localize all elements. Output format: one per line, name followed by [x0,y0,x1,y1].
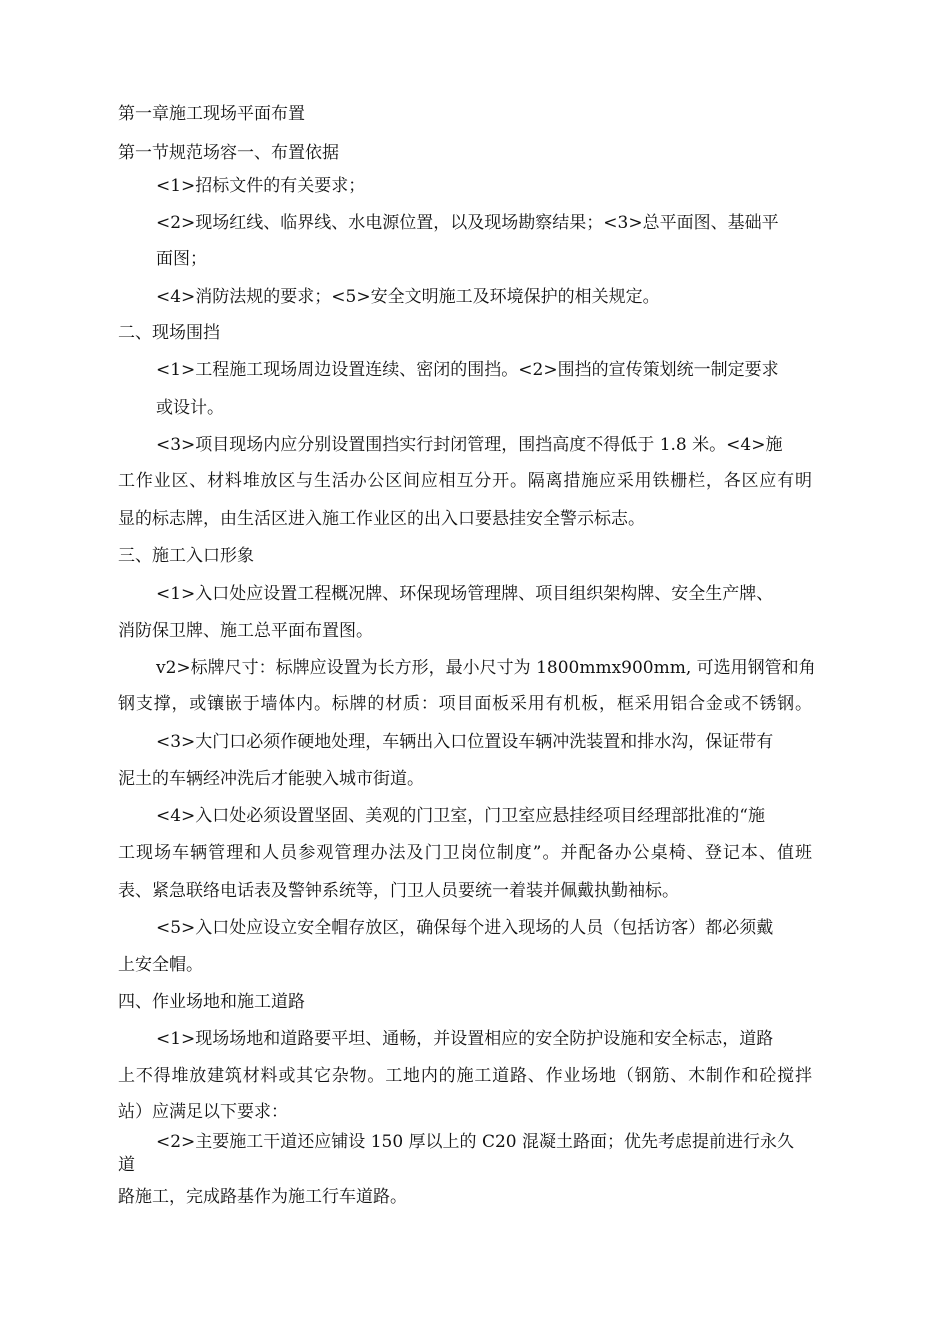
chapter-title: 第一章施工现场平面布置 [118,104,305,124]
paragraph-line: 站）应满足以下要求： [118,1102,288,1122]
paragraph-line: <3>项目现场内应分别设置围挡实行封闭管理，围挡高度不得低于 1.8 米。<4>施 [156,435,783,455]
paragraph-line: 表、紧急联络电话表及警钟系统等，门卫人员要统一着装并佩戴执勤袖标。 [118,881,679,901]
paragraph-line: 钢支撑，或镶嵌于墙体内。标牌的材质：项目面板采用有机板，框采用铝合金或不锈钢。 [118,694,812,714]
paragraph-line: 道 [118,1155,135,1175]
paragraph-line: 面图； [156,249,207,269]
paragraph-line: <2>主要施工干道还应铺设 150 厚以上的 C20 混凝土路面；优先考虑提前进行永久 [156,1132,795,1152]
paragraph-line: <4>入口处必须设置坚固、美观的门卫室，门卫室应悬挂经项目经理部批准的“施 [156,806,765,826]
paragraph-line: 或设计。 [156,398,224,418]
paragraph-line: 上安全帽。 [118,955,203,975]
paragraph-line: 消防保卫牌、施工总平面布置图。 [118,621,373,641]
paragraph-line: <4>消防法规的要求；<5>安全文明施工及环境保护的相关规定。 [156,287,660,307]
paragraph-line: 工现场车辆管理和人员参观管理办法及门卫岗位制度”。并配备办公桌椅、登记本、值班 [118,843,812,863]
paragraph-line: <1>招标文件的有关要求； [156,176,366,196]
paragraph-line: <5>入口处应设立安全帽存放区，确保每个进入现场的人员（包括访客）都必须戴 [156,918,774,938]
paragraph-line: <1>工程施工现场周边设置连续、密闭的围挡。<2>围挡的宣传策划统一制定要求 [156,360,779,380]
paragraph-line: <3>大门口必须作硬地处理，车辆出入口位置设车辆冲洗装置和排水沟，保证带有 [156,732,774,752]
section-heading: 二、现场围挡 [118,323,220,343]
paragraph-line: v2>标牌尺寸：标牌应设置为长方形，最小尺寸为 1800mmx900mm, 可选用钢管和角 [156,658,816,678]
paragraph-line: <1>现场场地和道路要平坦、通畅，并设置相应的安全防护设施和安全标志，道路 [156,1029,774,1049]
paragraph-line: 泥土的车辆经冲洗后才能驶入城市街道。 [118,769,424,789]
paragraph-line: 工作业区、材料堆放区与生活办公区间应相互分开。隔离措施应采用铁栅栏，各区应有明 [118,471,812,491]
paragraph-line: <1>入口处应设置工程概况牌、环保现场管理牌、项目组织架构牌、安全生产牌、 [156,584,774,604]
paragraph-line: <2>现场红线、临界线、水电源位置，以及现场勘察结果；<3>总平面图、基础平 [156,213,779,233]
paragraph-line: 显的标志牌，由生活区进入施工作业区的出入口要悬挂安全警示标志。 [118,509,645,529]
paragraph-line: 路施工，完成路基作为施工行车道路。 [118,1187,407,1207]
section-title: 第一节规范场容一、布置依据 [118,143,339,163]
paragraph-line: 上不得堆放建筑材料或其它杂物。工地内的施工道路、作业场地（钢筋、木制作和砼搅拌 [118,1066,812,1086]
section-heading: 三、施工入口形象 [118,546,254,566]
section-heading: 四、作业场地和施工道路 [118,992,305,1012]
